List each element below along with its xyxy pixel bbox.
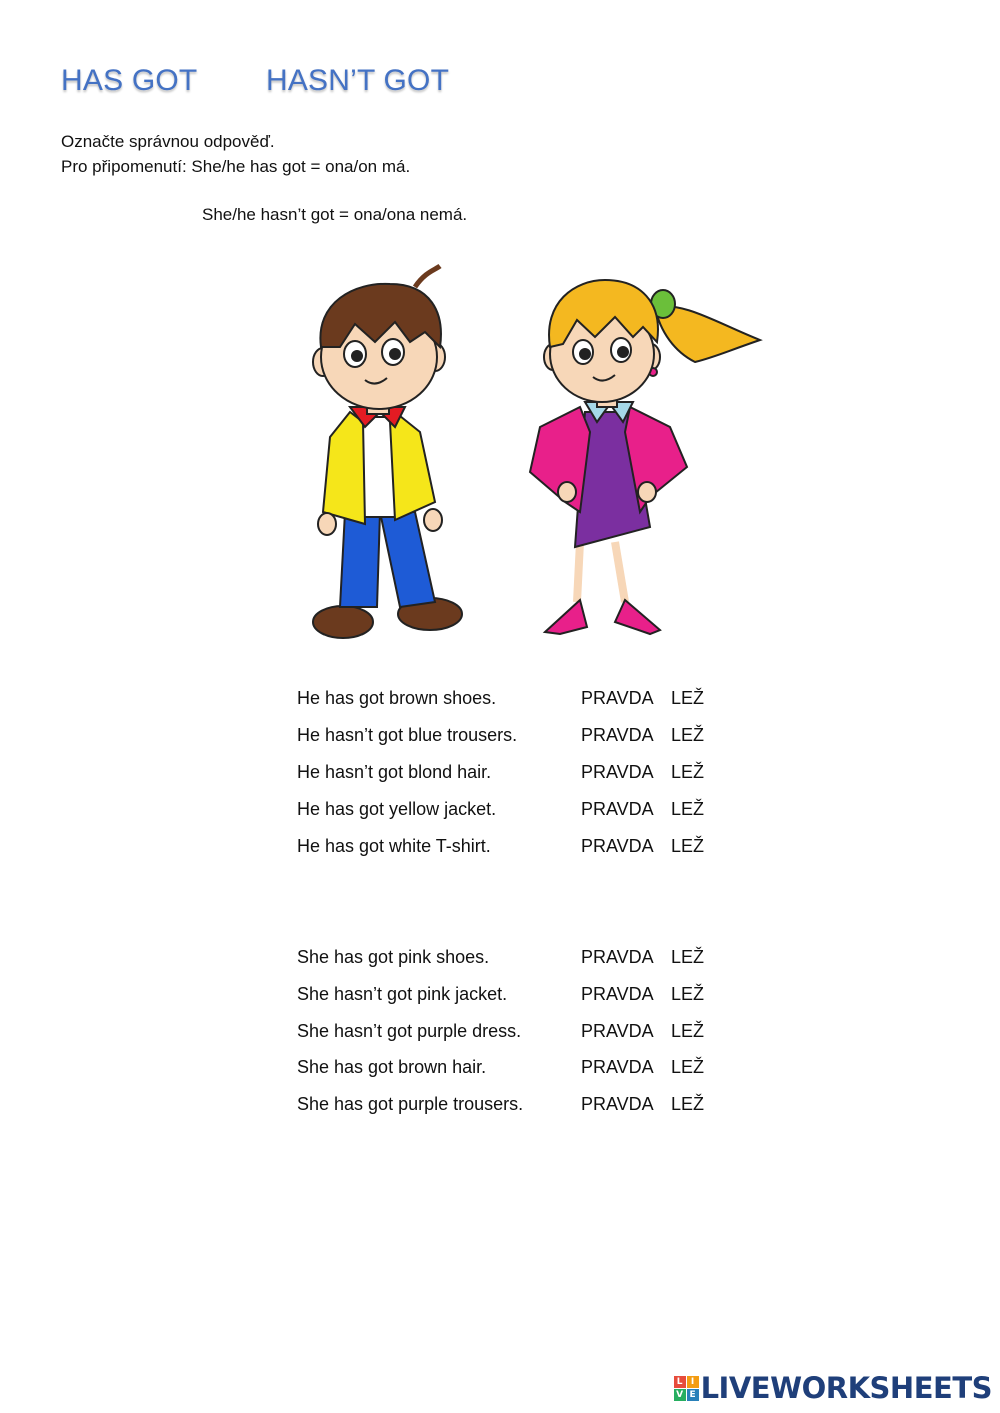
logo-block: V: [674, 1389, 686, 1401]
reminder-line-1: Pro připomenutí: She/he has got = ona/on má.: [61, 157, 411, 176]
option-false[interactable]: LEŽ: [671, 762, 705, 782]
option-true[interactable]: PRAVDA: [581, 762, 654, 782]
boy-figure: [313, 266, 462, 638]
title-hasnt-got: HASN’T GOT: [265, 64, 450, 97]
question-text: He hasn’t got blue trousers.: [297, 725, 518, 745]
option-true[interactable]: PRAVDA: [581, 799, 654, 819]
option-false[interactable]: LEŽ: [671, 1094, 705, 1114]
option-true[interactable]: PRAVDA: [581, 1021, 654, 1041]
question-text: She has got brown hair.: [297, 1057, 487, 1077]
question-row: [297, 688, 717, 712]
title-has-got: HAS GOT: [61, 64, 198, 97]
question-text: She has got pink shoes.: [297, 947, 490, 967]
logo-block: I: [687, 1376, 699, 1388]
option-true[interactable]: PRAVDA: [581, 1057, 654, 1077]
option-false[interactable]: LEŽ: [671, 688, 705, 708]
question-text: She has got purple trousers.: [297, 1094, 524, 1114]
option-false[interactable]: LEŽ: [671, 1021, 705, 1041]
option-false[interactable]: LEŽ: [671, 836, 705, 856]
question-row: [297, 836, 717, 860]
option-false[interactable]: LEŽ: [671, 947, 705, 967]
option-true[interactable]: PRAVDA: [581, 947, 654, 967]
logo-text: LIVEWORKSHEETS: [700, 1371, 992, 1405]
option-false[interactable]: LEŽ: [671, 1057, 705, 1077]
question-row: [297, 799, 717, 823]
option-true[interactable]: PRAVDA: [581, 984, 654, 1004]
question-row: [297, 762, 717, 786]
option-true[interactable]: PRAVDA: [581, 836, 654, 856]
question-text: He has got white T-shirt.: [297, 836, 491, 856]
question-text: She hasn’t got purple dress.: [297, 1021, 522, 1041]
question-text: He has got brown shoes.: [297, 688, 497, 708]
question-text: She hasn’t got pink jacket.: [297, 984, 508, 1004]
option-false[interactable]: LEŽ: [671, 984, 705, 1004]
question-text: He has got yellow jacket.: [297, 799, 497, 819]
question-row: [297, 725, 717, 749]
liveworksheets-logo: [674, 1371, 992, 1405]
reminder-line-2: She/he hasn’t got = ona/ona nemá.: [202, 205, 468, 224]
page-title: [61, 64, 449, 98]
option-false[interactable]: LEŽ: [671, 725, 705, 745]
question-row: [297, 984, 717, 1008]
instruction-line: Označte správnou odpověď.: [61, 132, 275, 151]
option-true[interactable]: PRAVDA: [581, 1094, 654, 1114]
question-row: [297, 1021, 717, 1045]
boy-girl-illustration: [295, 262, 770, 647]
question-row: [297, 947, 717, 971]
logo-block: E: [687, 1389, 699, 1401]
girl-figure: [530, 280, 760, 634]
option-true[interactable]: PRAVDA: [581, 725, 654, 745]
option-true[interactable]: PRAVDA: [581, 688, 654, 708]
question-row: [297, 1057, 717, 1081]
option-false[interactable]: LEŽ: [671, 799, 705, 819]
logo-blocks-icon: [674, 1376, 699, 1401]
logo-block: L: [674, 1376, 686, 1388]
question-text: He hasn’t got blond hair.: [297, 762, 492, 782]
question-row: [297, 1094, 717, 1118]
